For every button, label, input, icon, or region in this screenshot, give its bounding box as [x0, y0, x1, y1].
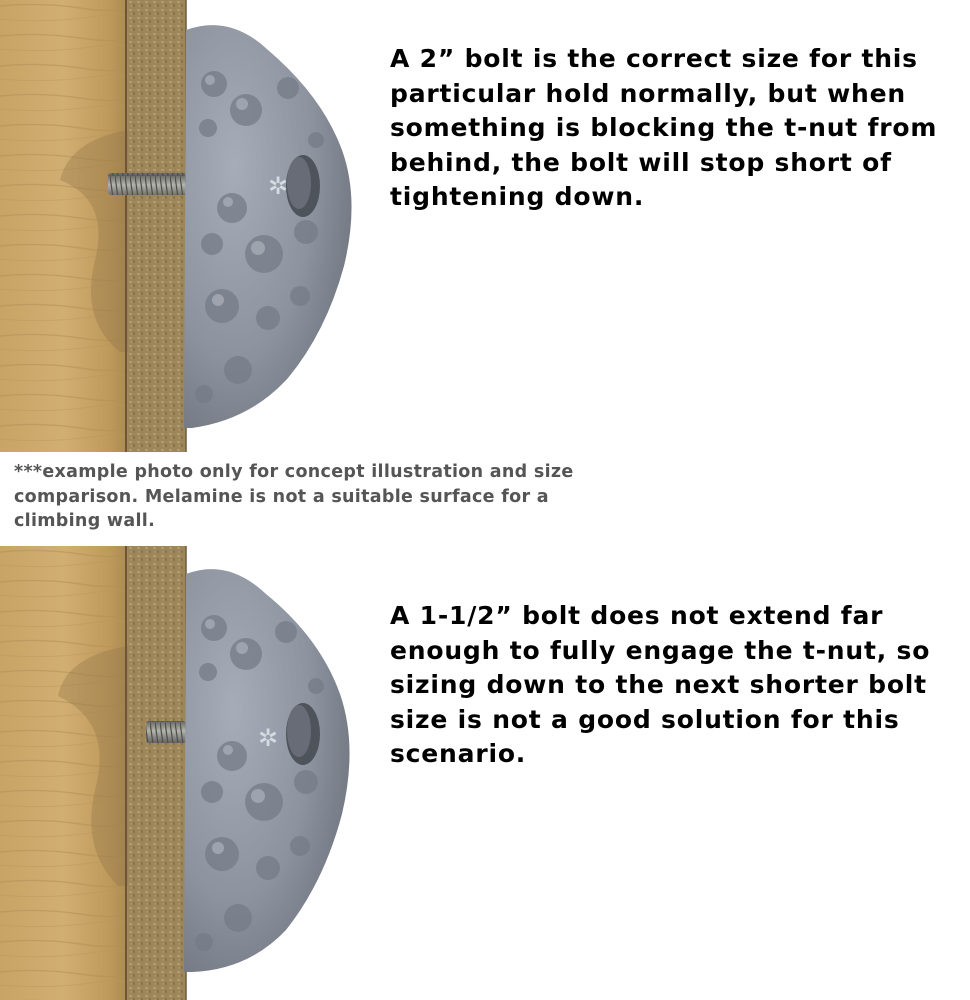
top-caption: A 2” bolt is the correct size for this particular hold normally, but when something is blocking the t-nut from behind, the bolt will stop short of tightening down. [390, 44, 938, 211]
top-hold-photo [0, 0, 400, 452]
bottom-hold-photo [0, 546, 400, 1000]
bottom-panel [0, 546, 970, 1000]
board-edge [128, 0, 186, 452]
bolt-icon [146, 721, 186, 743]
bottom-caption: A 1-1/2” bolt does not extend far enough to fully engage the t-nut, so sizing down to the next shorter bolt size is not a good solution for this scenario. [390, 601, 931, 768]
board-edge [128, 546, 186, 1000]
svg-text:✲: ✲ [268, 172, 289, 200]
bolt-icon [108, 173, 188, 195]
top-panel [0, 0, 970, 452]
disclaimer-note: ***example photo only for concept illustration and size comparison. Melamine is not a suitable surface for a climbing wall. [14, 462, 574, 531]
svg-text:✲: ✲ [258, 724, 279, 752]
